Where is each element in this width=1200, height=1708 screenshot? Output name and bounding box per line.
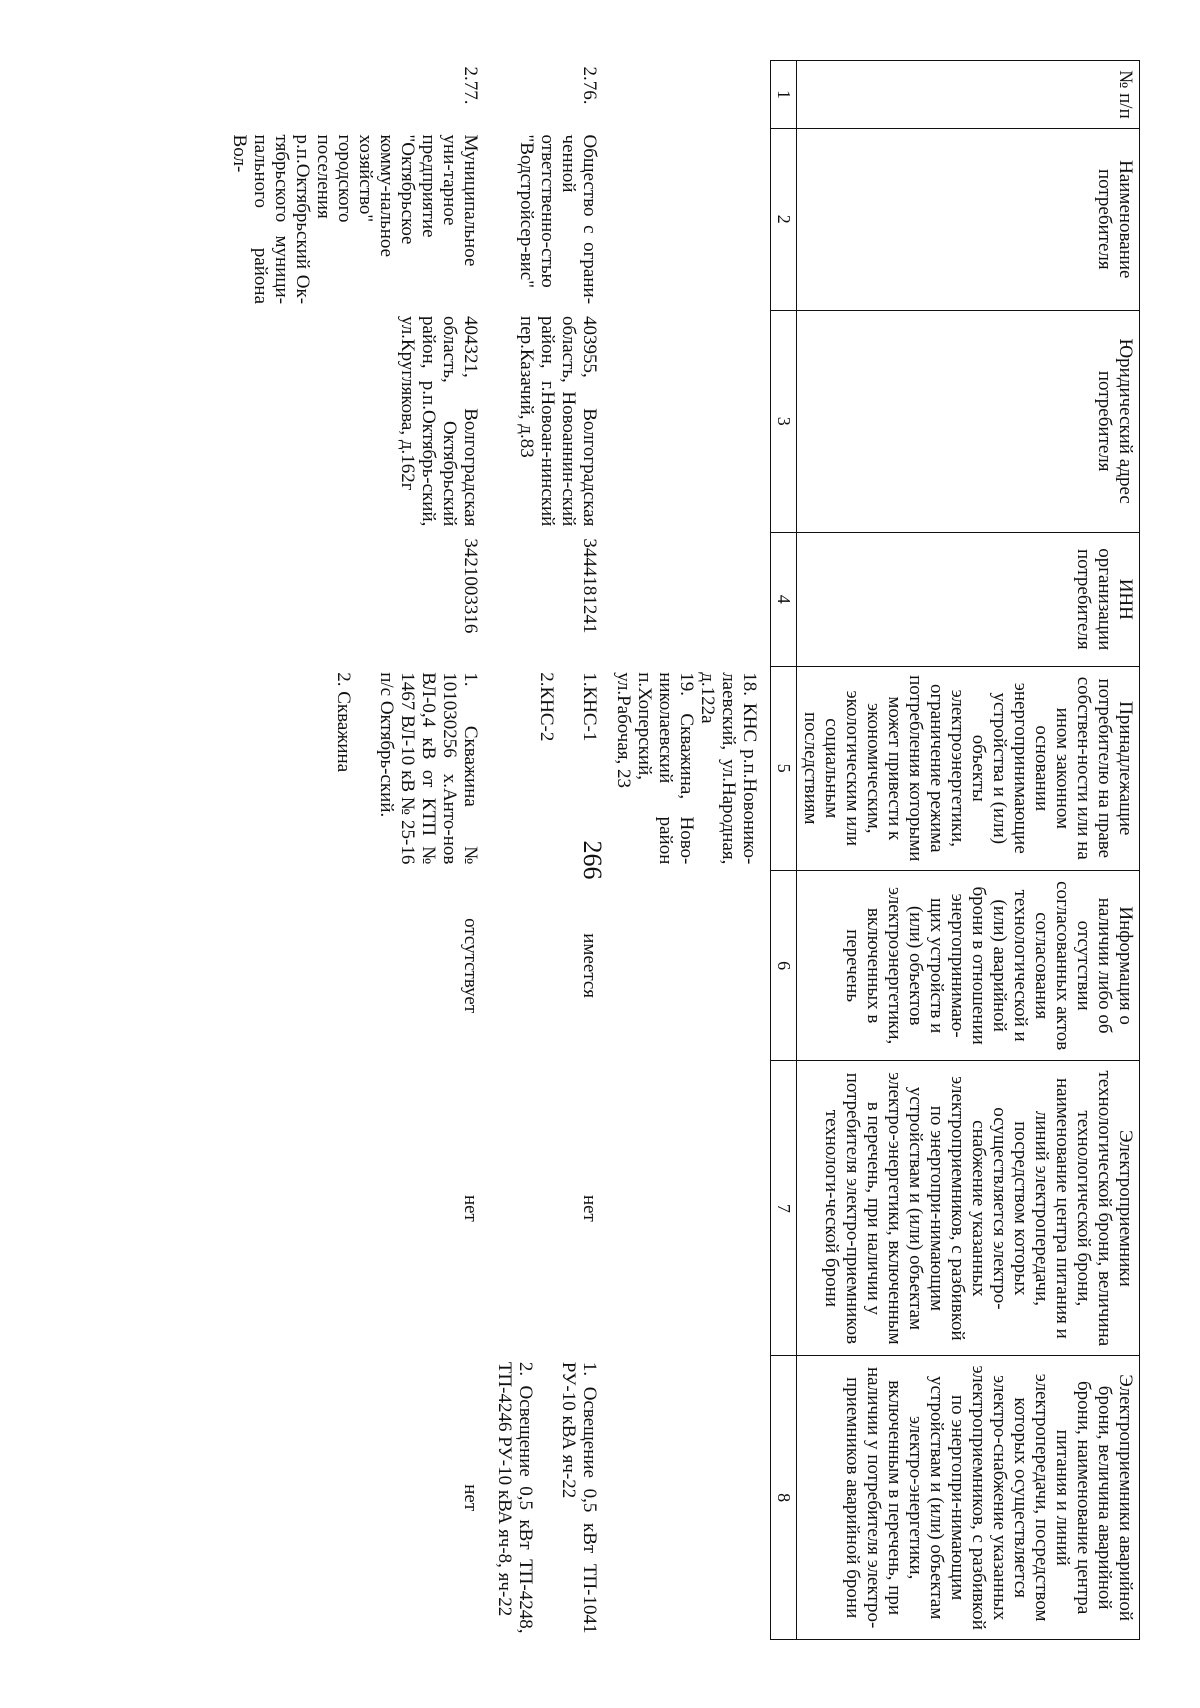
consumer-inn: 3421003316	[460, 538, 481, 634]
tech-reserve-value: нет	[460, 1194, 481, 1222]
consumer-address: 404321, Волгоградская область, Октябрьский район, р.п.Октябрь-ский, ул.Круглякова, д.162г	[397, 316, 481, 527]
object-item: 2. Скважина	[333, 672, 354, 773]
col-number: 6	[771, 870, 797, 1061]
header-acts: Информация о наличии либо об отсутствии согласованных актов согласования технологической и (или) аварийной брони в отношении энергопринимаю-щих устройств и (или) объектов электроэнергетики, включенных в перечень	[797, 870, 1140, 1061]
object-item: 18. КНС р.п.Новонико-лаевский, ул.Народная, д.122а	[697, 672, 760, 865]
col-number: 7	[771, 1061, 797, 1356]
col-number: 2	[771, 129, 797, 310]
header-name: Наименование потребителя	[797, 129, 1140, 310]
emergency-item: 1. Освещение 0,5 кВт ТП-1041 РУ-10 кВА яч-22	[558, 1361, 600, 1634]
header-num: № п/п	[797, 61, 1140, 129]
table-row	[226, 61, 491, 1640]
emergency-reserve-value	[491, 1356, 610, 1640]
tech-reserve-value: нет	[579, 1194, 600, 1222]
column-number-row	[771, 61, 797, 1640]
object-item: 2.КНС-2	[536, 672, 557, 742]
object-item: 1. Скважина № 101030256 х.Анто-нов ВЛ-0,4 кВ от КТП № 1467 ВЛ-10 кВ № 25-16 п/с Октябрь-ский.	[376, 672, 481, 865]
continuation-row	[610, 61, 771, 1640]
page-number: 266	[578, 840, 607, 880]
consumer-name: Общество с ограни-ченной ответственно-стью "Водстройсер-вис"	[516, 134, 600, 305]
continuation-cell	[610, 666, 771, 870]
header-emergency-reserve: Электроприемники аварийной брони, величина аварийной брони, наименование центра питания и линий электропередачи, посредством которых осуществляется электро-снабжение указанных электроприемников, с разбивкой по энергопри-нимающим устройствам и (или) объектам электро-энергетики, включенным в перечень, при наличии у потребителя электро-приемников аварийной брони	[797, 1356, 1140, 1640]
consumer-table	[226, 60, 1140, 1640]
col-number: 8	[771, 1356, 797, 1640]
header-inn: ИНН организации потребителя	[797, 532, 1140, 666]
emergency-reserve-value: нет	[460, 1484, 481, 1512]
acts-status: отсутствует	[460, 918, 481, 1014]
consumer-inn: 3444181241	[579, 538, 600, 634]
consumer-address: 403955, Волгоградская область, Новоаннин-ский район, г.Новоан-нинский пер.Казачий, д.83	[516, 316, 600, 527]
row-number: 2.77.	[460, 66, 481, 105]
table-row	[491, 61, 610, 1640]
emergency-item: 2. Освещение 0,5 кВт ТП-4248, ТП-4246 РУ-10 кВА яч-8, яч-22	[494, 1361, 536, 1634]
header-tech-reserve: Электроприемники технологической брони, величина технологической брони, наименование центра питания и линий электропередачи, посредством которых осуществляется электро-снабжение указанных электроприемников, с разбивкой по энергопри-нимающим устройствам и (или) объектам электро-энергетики, включенным в перечень, при наличии у потребителя электро-приемников технологи-ческой брони	[797, 1061, 1140, 1356]
header-objects: Принадлежащие потребителю на праве собствен-ности или на ином законном основании энергопринимающие устройства и (или) объекты электроэнергетики, ограничение режима потребления которыми может привести к экономическим, экологическим или социальным последствиям	[797, 666, 1140, 870]
header-row	[797, 61, 1140, 1640]
col-number: 5	[771, 666, 797, 870]
header-address: Юридический адрес потребителя	[797, 310, 1140, 532]
acts-status: имеется	[579, 933, 600, 999]
consumer-name: Муниципальное уни-тарное предприятие "Октябрьское комму-нальное хозяйство" городского поселения р.п.Октябрьский Ок-тябрьского муници-пального района Вол-	[229, 134, 481, 305]
object-item: 1.КНС-1	[579, 672, 600, 742]
row-number: 2.76.	[579, 66, 600, 105]
object-item: 19. Скважина, Ново-николаевский район п.Хоперский, ул.Рабочая, 23	[613, 672, 697, 865]
consumer-objects	[491, 666, 610, 870]
consumer-objects	[226, 666, 491, 870]
col-number: 4	[771, 532, 797, 666]
col-number: 3	[771, 310, 797, 532]
col-number: 1	[771, 61, 797, 129]
